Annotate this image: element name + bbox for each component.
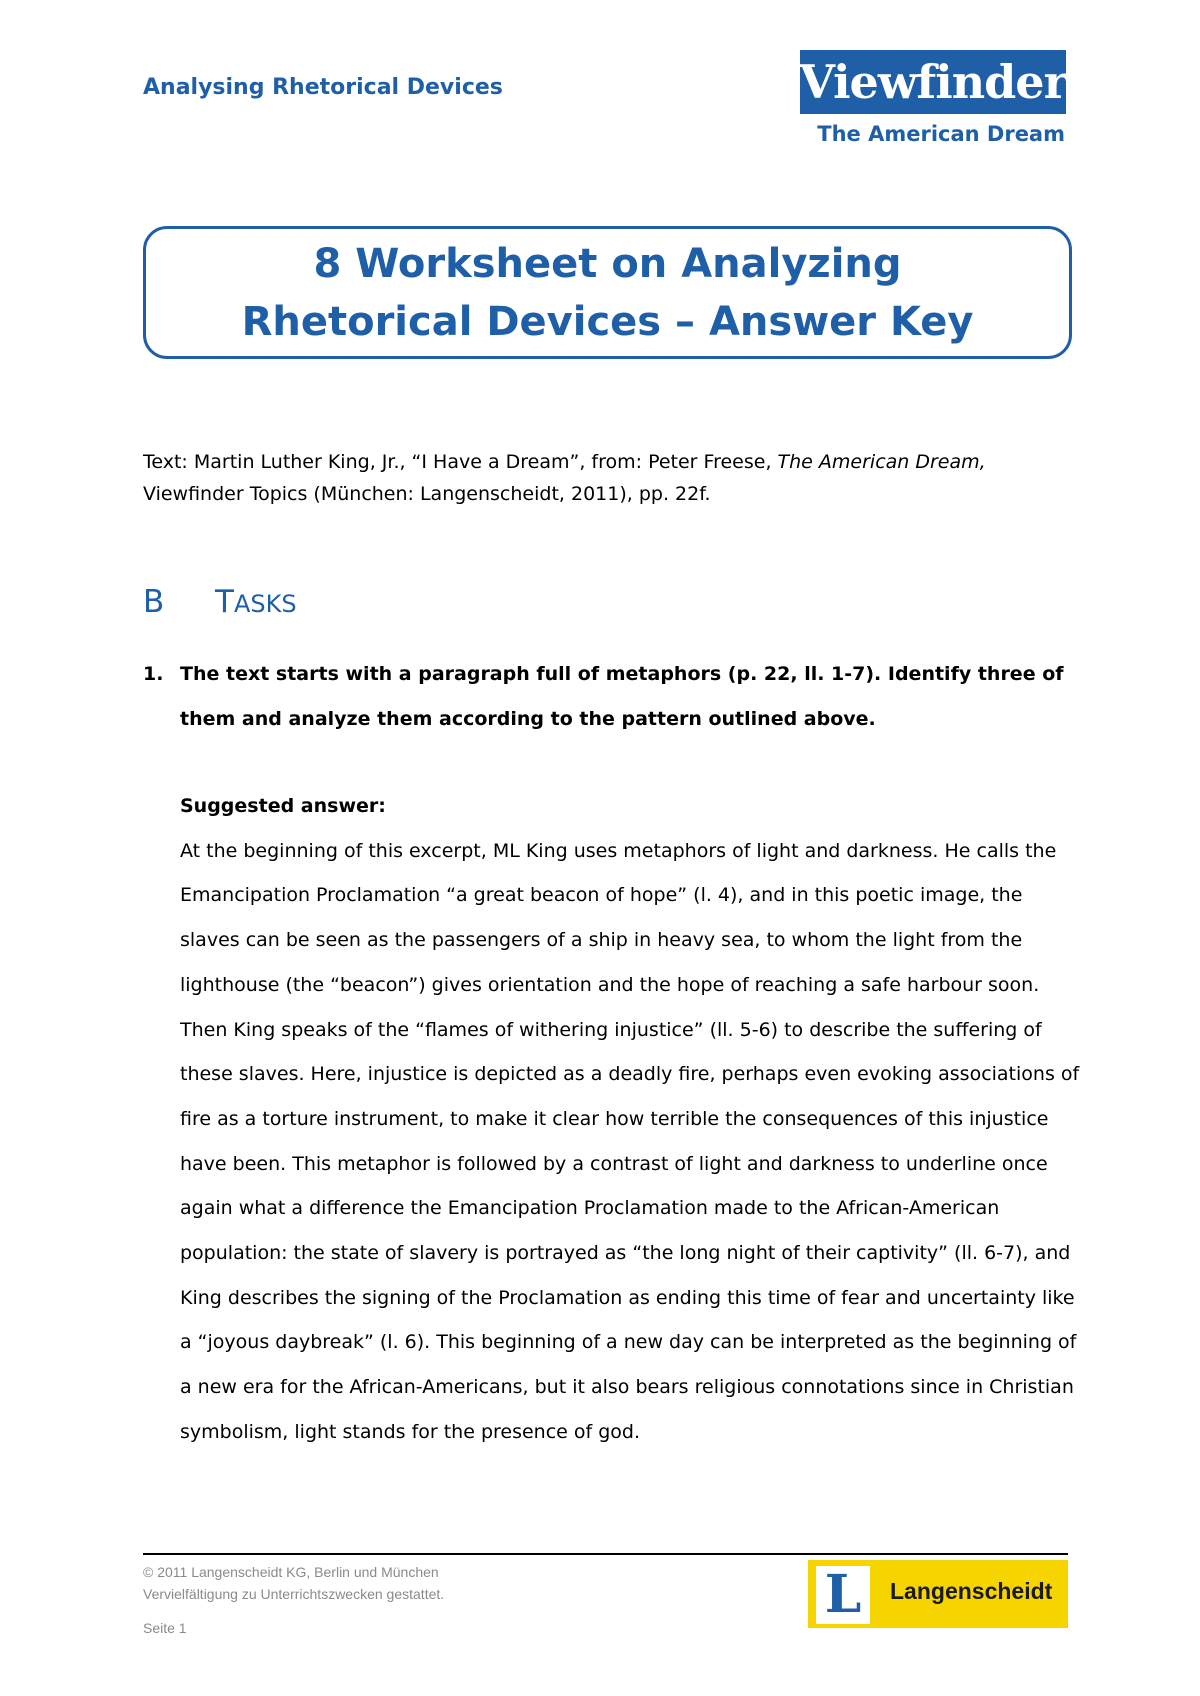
source-citation [143, 446, 1083, 510]
viewfinder-logo [800, 50, 1066, 114]
header-subtitle: The American Dream [817, 122, 1065, 146]
source-line-2: Viewfinder Topics (München: Langenscheidt, 2011), pp. 22f. [143, 483, 711, 505]
section-title-first: T [215, 584, 234, 620]
task-text: The text starts with a paragraph full of metaphors (p. 22, ll. 1-7). Identify three of them and analyze them according to the pattern outlined above. [180, 663, 1064, 730]
footer-legal [143, 1561, 444, 1605]
worksheet-title-line-1: 8 Worksheet on Analyzing [313, 240, 902, 287]
answer-label: Suggested answer: [180, 795, 386, 817]
section-title-rest: ASKS [233, 590, 297, 618]
footer-copyright: © 2011 Langenscheidt KG, Berlin und München [143, 1564, 439, 1580]
answer-text: At the beginning of this excerpt, ML King uses metaphors of light and darkness. He calls the Emancipation Proclamation “a great beacon of hope” (l. 4), and in this poetic image, the slaves can be seen as the passengers of a ship in heavy sea, to whom the light from the lighthouse (the “beacon”) gives orientation and the hope of reaching a safe harbour soon. Then King speaks of the “flames of withering injustice” (ll. 5-6) to describe the suffering of these slaves. Here, injustice is depicted as a deadly fire, perhaps even evoking associations of fire as a torture instrument, to make it clear how terrible the consequences of this injustice have been. This metaphor is followed by a contrast of light and darkness to underline once again what a difference the Emancipation Proclamation made to the African-American population: the state of slavery is portrayed as “the long night of their captivity” (ll. 6-7), and King describes the signing of the Proclamation as ending this time of fear and uncertainty like a “joyous daybreak” (l. 6). This beginning of a new day can be interpreted as the beginning of a new era for the African-Americans, but it also bears religious connotations since in Christian symbolism, light stands for the presence of god. [180, 839, 1080, 1443]
source-prefix: Text: Martin Luther King, Jr., “I Have a Dream”, from: Peter Freese, [143, 451, 778, 473]
source-book-title: The American Dream, [777, 451, 986, 473]
suggested-answer [180, 784, 1085, 1455]
task-item [143, 652, 1083, 742]
langenscheidt-name: Langenscheidt [890, 1578, 1053, 1604]
header-title: Analysing Rhetorical Devices [143, 75, 503, 100]
worksheet-title-line-2: Rhetorical Devices – Answer Key [241, 298, 974, 345]
viewfinder-logo-text: Viewfinder [799, 55, 1067, 109]
footer-permission: Vervielfältigung zu Unterrichtszwecken gestattet. [143, 1586, 445, 1602]
footer-divider [143, 1553, 1068, 1555]
langenscheidt-logo [808, 1560, 1068, 1628]
section-letter: B [143, 584, 165, 620]
worksheet-title-box [143, 226, 1072, 359]
page-number: Seite 1 [143, 1620, 187, 1636]
task-number: 1. [143, 663, 164, 685]
langenscheidt-l-icon: L [816, 1566, 870, 1624]
section-heading [143, 584, 297, 620]
